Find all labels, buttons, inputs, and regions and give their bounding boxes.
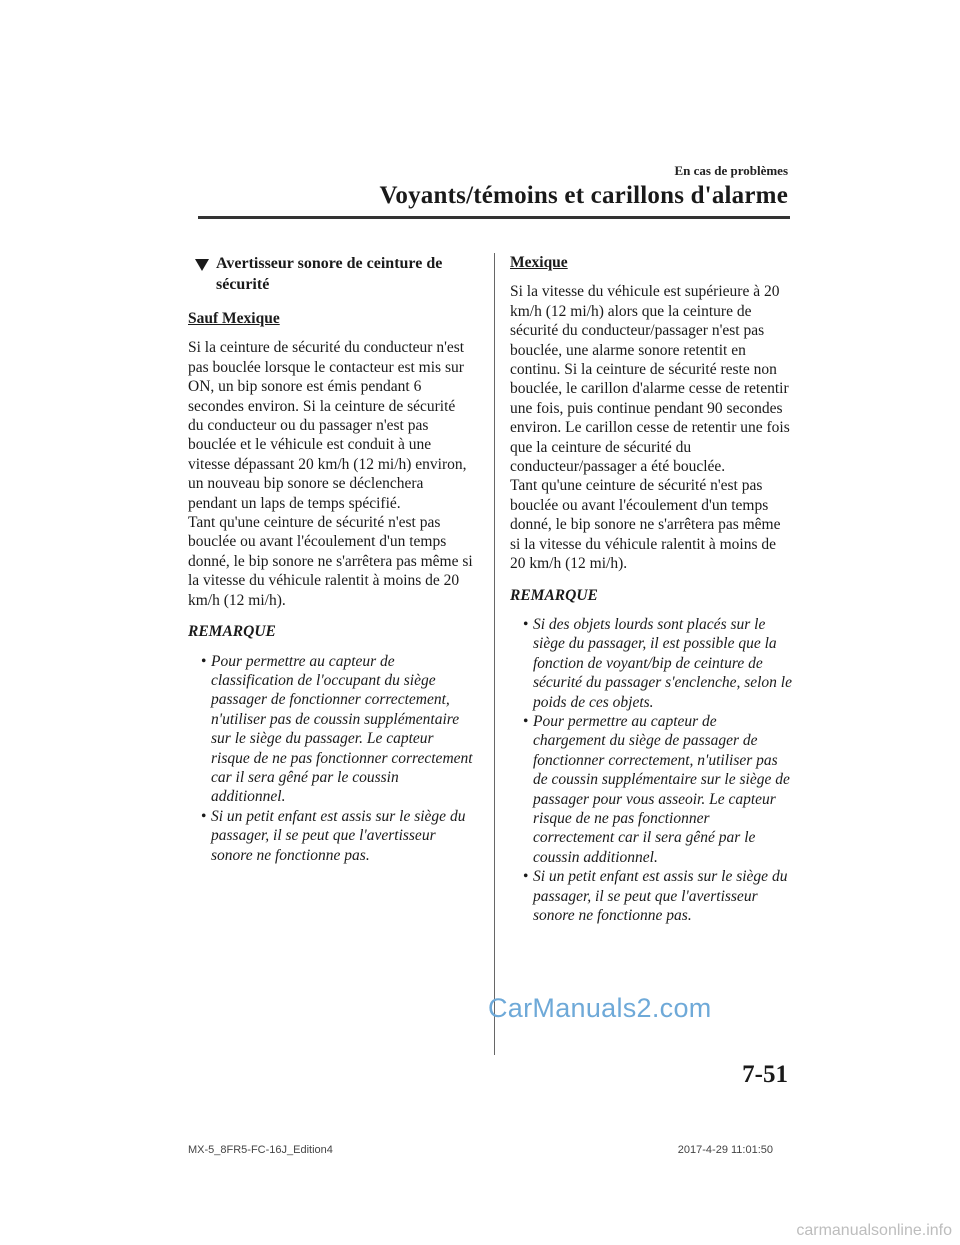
right-paragraph-1: Si la vitesse du véhicule est supérieure à 20 km/h (12 mi/h) alors que la ceinture de sécurité du conducteur/passager n'est pas bouclée, une alarme sonore retentit en continu. Si la ceinture de sécurité reste non bouclée, le carillon d'alarme cesse de retentir une fois, puis continue pendant 90 secondes environ. Le carillon cesse de retentir une fois que la ceinture de sécurité du conducteur/passager a été bouclée. — [510, 283, 790, 476]
note-item — [188, 807, 473, 865]
chapter-label: En cas de problèmes — [674, 163, 788, 178]
subhead-mexique: Mexique — [510, 254, 568, 271]
right-column — [510, 253, 792, 925]
bullet-icon: • — [523, 712, 529, 730]
note-list — [510, 615, 792, 926]
bullet-icon: • — [201, 807, 207, 825]
note-item — [510, 712, 792, 867]
page-number: 7-51 — [742, 1061, 788, 1088]
note-text: Pour permettre au capteur de chargement du siège de passager de fonctionner correctement, n'utiliser pas de coussin supplémentaire sur le siège de passager pour vous asseoir. Le capteur risque de ne pas fonctionner correctement car il sera gêné par le coussin additionnel. — [533, 712, 790, 866]
note-item — [188, 652, 473, 807]
note-text: Si des objets lourds sont placés sur le siège du passager, il est possible que la fonction de voyant/bip de ceinture de sécurité du passager s'enclenche, selon le poids de ces objets. — [533, 615, 792, 711]
note-text: Si un petit enfant est assis sur le siège du passager, il se peut que l'avertisseur sonore ne fonctionne pas. — [533, 868, 788, 924]
note-item — [510, 867, 792, 925]
left-column — [188, 253, 473, 865]
note-title: REMARQUE — [188, 623, 276, 641]
left-paragraph-1: Si la ceinture de sécurité du conducteur n'est pas bouclée lorsque le contacteur est mis sur ON, un bip sonore est émis pendant 6 secondes environ. Si la ceinture de sécurité du conducteur ou du passager n'est pas bouclée et le véhicule est conduit à une vitesse dépassant 20 km/h (12 mi/h) environ, un nouveau bip sonore se déclenchera pendant un laps de temps spécifié. — [188, 339, 467, 512]
warning-heading-text: Avertisseur sonore de ceinture de sécurité — [216, 255, 443, 293]
bullet-icon: • — [523, 615, 529, 633]
note-list — [188, 652, 473, 865]
note-text: Pour permettre au capteur de classification de l'occupant du siège passager de fonctionner correctement, n'utiliser pas de coussin supplémentaire sur le siège du passager. Le capteur risque de ne pas fonctionner correctement car il sera gêné par le coussin additionnel. — [211, 652, 473, 806]
note-title: REMARQUE — [510, 586, 598, 604]
warning-heading — [188, 253, 473, 295]
footer-edition: MX-5_8FR5-FC-16J_Edition4 — [188, 1144, 333, 1156]
watermark: CarManuals2.com — [488, 993, 712, 1023]
column-divider — [494, 253, 495, 1055]
section-title: Voyants/témoins et carillons d'alarme — [379, 182, 788, 209]
note-item — [510, 615, 792, 712]
footer-timestamp: 2017-4-29 11:01:50 — [677, 1144, 773, 1156]
left-paragraph-2: Tant qu'une ceinture de sécurité n'est pas bouclée ou avant l'écoulement d'un temps donné, le bip sonore ne s'arrêtera pas même si la vitesse du véhicule ralentit à moins de 20 km/h (12 mi/h). — [188, 514, 473, 609]
right-paragraph-2: Tant qu'une ceinture de sécurité n'est pas bouclée ou avant l'écoulement d'un temps donné, le bip sonore ne s'arrêtera pas même si la vitesse du véhicule ralentit à moins de 20 km/h (12 mi/h). — [510, 477, 781, 573]
bullet-icon: • — [201, 652, 207, 670]
triangle-marker-icon — [195, 259, 209, 271]
header-rule — [198, 216, 790, 219]
bullet-icon: • — [523, 868, 529, 886]
site-watermark: carmanualsonline.info — [796, 1222, 952, 1239]
note-text: Si un petit enfant est assis sur le siège du passager, il se peut que l'avertisseur sonore ne fonctionne pas. — [211, 807, 466, 864]
subhead-sauf-mexique: Sauf Mexique — [188, 310, 280, 327]
